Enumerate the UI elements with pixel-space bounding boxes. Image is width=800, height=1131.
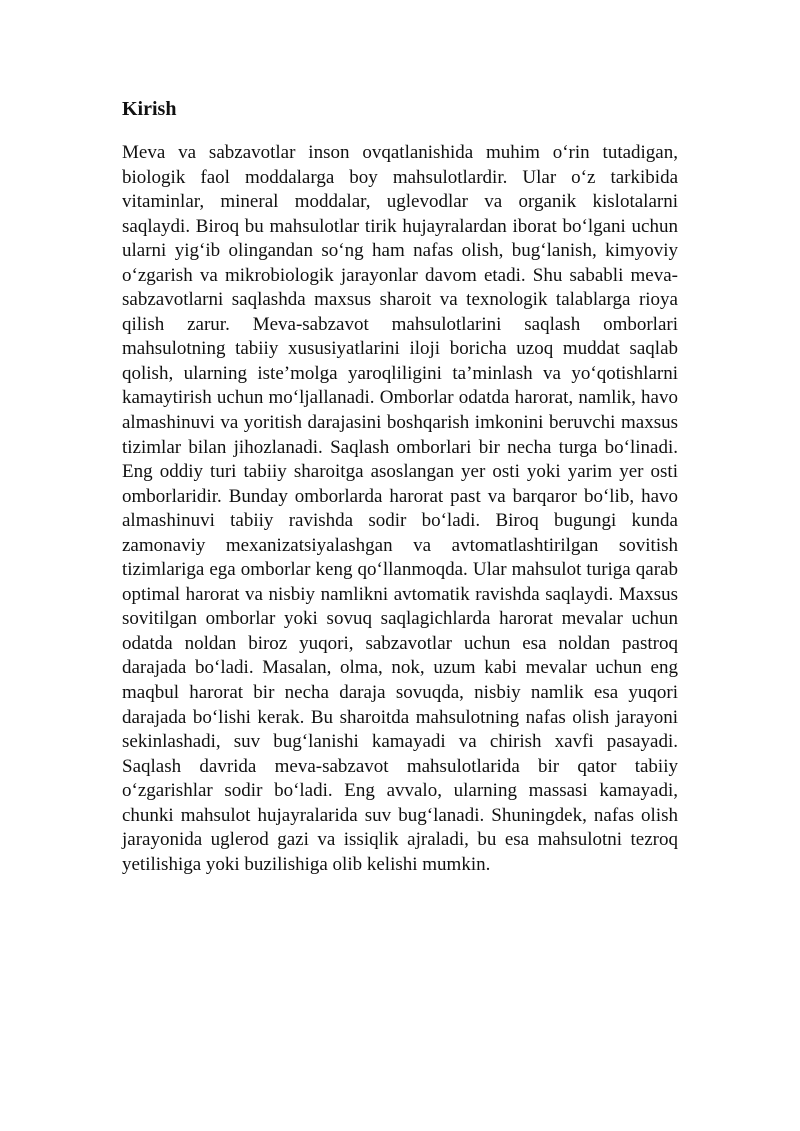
- section-heading: Kirish: [122, 98, 177, 120]
- body-paragraph: Meva va sabzavotlar inson ovqatlanishida muhim o‘rin tutadigan, biologik faol moddalarga boy mahsulotlardir. Ular o‘z tarkibida vitaminlar, mineral moddalar, uglevodlar va organik kislotalarni saqlaydi. Biroq bu mahsulotlar tirik hujayralardan iborat bo‘lgani uchun ularni yig‘ib olingandan so‘ng ham nafas olish, bug‘lanish, kimyoviy o‘zgarish va mikrobiologik jarayonlar davom etadi. Shu sababli meva-sabzavotlarni saqlashda maxsus sharoit va texnologik talablarga rioya qilish zarur. Meva-sabzavot mahsulotlarini saqlash omborlari mahsulotning tabiiy xususiyatlarini iloji boricha uzoq muddat saqlab qolish, ularning iste’molga yaroqliligini ta’minlash va yo‘qotishlarni kamaytirish uchun mo‘ljallanadi. Omborlar odatda harorat, namlik, havo almashinuvi va yoritish darajasini boshqarish imkonini beruvchi maxsus tizimlar bilan jihozlanadi. Saqlash omborlari bir necha turga bo‘linadi. Eng oddiy turi tabiiy sharoitga asoslangan yer osti yoki yarim yer osti omborlaridir. Bunday omborlarda harorat past va barqaror bo‘lib, havo almashinuvi tabiiy ravishda sodir bo‘ladi. Biroq bugungi kunda zamonaviy mexanizatsiyalashgan va avtomatlashtirilgan sovitish tizimlariga ega omborlar keng qo‘llanmoqda. Ular mahsulot turiga qarab optimal harorat va nisbiy namlikni avtomatik ravishda saqlaydi. Maxsus sovitilgan omborlar yoki sovuq saqlagichlarda harorat mevalar uchun odatda noldan biroz yuqori, sabzavotlar uchun esa noldan pastroq darajada bo‘ladi. Masalan, olma, nok, uzum kabi mevalar uchun eng maqbul harorat bir necha daraja sovuqda, nisbiy namlik esa yuqori darajada bo‘lishi kerak. Bu sharoitda mahsulotning nafas olish jarayoni sekinlashadi, suv bug‘lanishi kamayadi va chirish xavfi pasayadi. Saqlash davrida meva-sabzavot mahsulotlarida bir qator tabiiy o‘zgarishlar sodir bo‘ladi. Eng avvalo, ularning massasi kamayadi, chunki mahsulot hujayralarida suv bug‘lanadi. Shuningdek, nafas olish jarayonida uglerod gazi va issiqlik ajraladi, bu esa mahsulotni tezroq yetilishiga yoki buzilishiga olib kelishi mumkin.: [122, 142, 678, 875]
